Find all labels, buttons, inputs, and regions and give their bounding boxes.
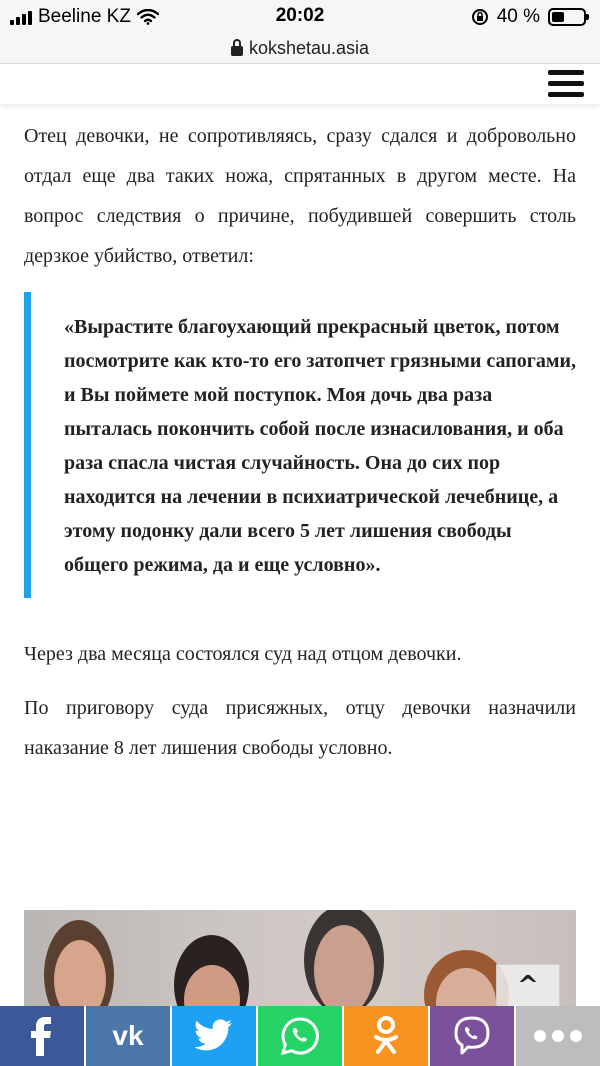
battery-percent: 40 % — [496, 6, 540, 27]
chevron-up-icon: ^ — [517, 971, 539, 1001]
article-photo — [24, 910, 576, 1006]
article-paragraph: Через два месяца состоялся суд над отцом девочки. — [24, 643, 462, 665]
lock-icon — [231, 46, 243, 56]
share-more-button[interactable] — [516, 1006, 600, 1066]
more-icon — [533, 1029, 583, 1043]
article-body — [24, 116, 576, 768]
share-vk-button[interactable] — [86, 1006, 172, 1066]
share-viber-button[interactable] — [430, 1006, 516, 1066]
svg-text:vk: vk — [112, 1021, 144, 1051]
article-paragraph: Отец девочки, не сопротивляясь, сразу сдался и добровольно отдал еще два таких ножа, спрятанных в другом месте. На вопрос следствия о причине, побудившей совершить столь дерзкое убийство, ответил: — [24, 125, 576, 267]
share-odnoklassniki-button[interactable] — [344, 1006, 430, 1066]
article-quote: «Вырастите благоухающий прекрасный цветок, потом посмотрите как кто-то его затопчет грязными сапогами, и Вы поймете мой поступок. Моя дочь два раза пыталась покончить собой после изнасилования, и оба раза спасла чистая случайность. Она до сих пор находится на лечении в психиатрической лечебнице, а этому подонку дали всего 5 лет лишения свободы общего режима, да и еще условно». — [24, 292, 576, 598]
clock: 20:02 — [275, 5, 325, 26]
viber-icon — [451, 1015, 493, 1057]
facebook-icon — [27, 1016, 57, 1056]
scroll-to-top-button[interactable] — [496, 964, 560, 1006]
url-domain[interactable]: kokshetau.asia — [248, 38, 370, 58]
share-twitter-button[interactable] — [172, 1006, 258, 1066]
menu-icon[interactable] — [548, 70, 584, 100]
twitter-icon — [194, 1019, 234, 1053]
status-bar — [0, 0, 600, 34]
address-bar[interactable] — [0, 34, 600, 64]
share-whatsapp-button[interactable] — [258, 1006, 344, 1066]
share-bar — [0, 1006, 600, 1066]
battery-icon — [548, 8, 586, 26]
battery-level — [552, 12, 564, 22]
whatsapp-icon — [280, 1016, 320, 1056]
photo-person — [314, 925, 374, 1006]
site-header — [0, 64, 600, 104]
odnoklassniki-icon — [371, 1015, 401, 1057]
orientation-lock-icon — [471, 8, 489, 26]
vk-icon — [102, 1021, 154, 1051]
carrier-name: Beeline KZ — [38, 6, 131, 27]
share-facebook-button[interactable] — [0, 1006, 86, 1066]
status-right — [471, 6, 586, 28]
article-paragraph: По приговору суда присяжных, отцу девочки назначили наказание 8 лет лишения свободы условно. — [24, 697, 576, 759]
